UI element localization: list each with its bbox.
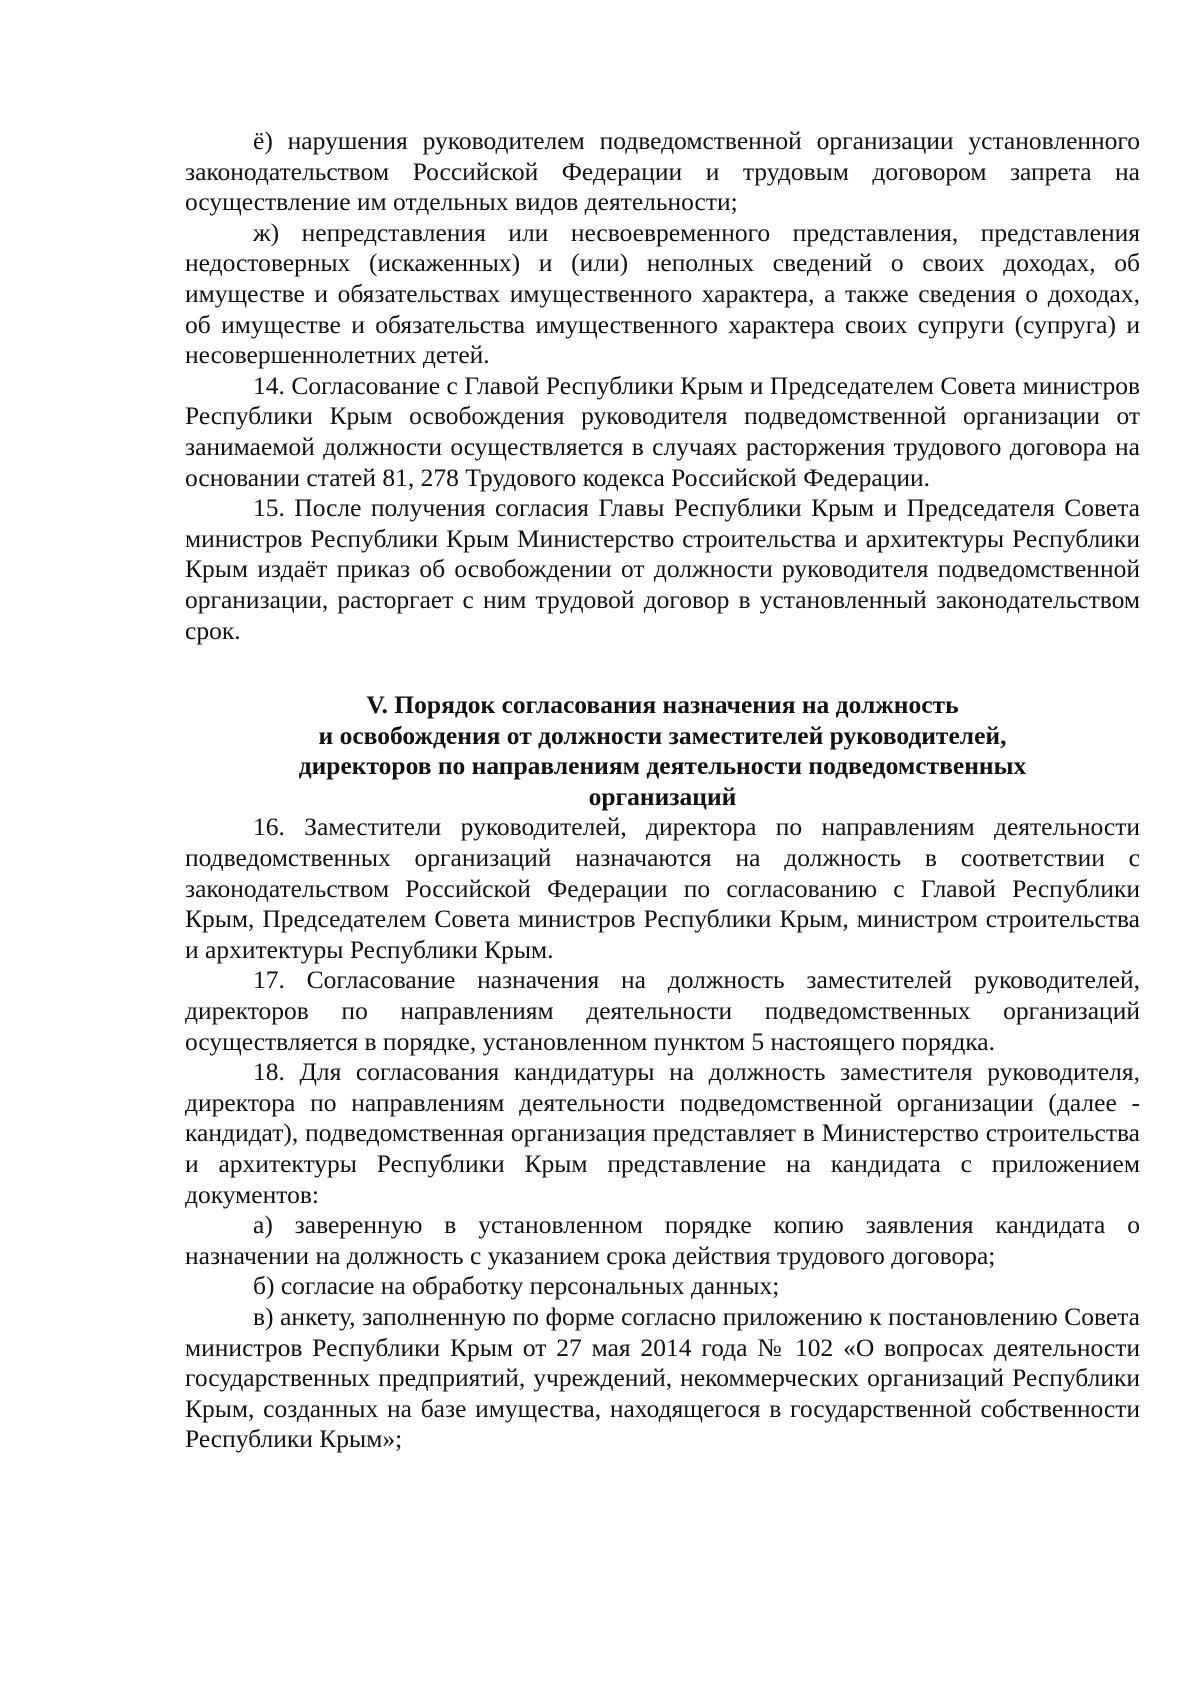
paragraph-18-item-v: в) анкету, заполненную по форме согласно приложению к постановлению Совета министров Республики Крым от 27 мая 2014 года № 102 «О вопросах деятельности государственных предприятий, учреждений, некоммерческих организаций Республики Крым, созданных на базе имущества, находящегося в государственной собственности Республики Крым»; xyxy=(185,1301,1140,1454)
paragraph-18: 18. Для согласования кандидатуры на должность заместителя руководителя, директора по направлениям деятельности подведомственной организации (далее - кандидат), подведомственная организация представляет в Министерство строительства и архитектуры Республики Крым представление на кандидата с приложением документов: xyxy=(185,1057,1140,1209)
paragraph-18-item-a: а) заверенную в установленном порядке копию заявления кандидата о назначении на должность с указанием срока действия трудового договора; xyxy=(185,1210,1140,1270)
paragraph-15: 15. После получения согласия Главы Республики Крым и Председателя Совета министров Республики Крым Министерство строительства и архитектуры Республики Крым издаёт приказ об освобождении от должности руководителя подведомственной организации, расторгает с ним трудовой договор в установленный законодательством срок. xyxy=(185,493,1140,645)
section-title-line-1: V. Порядок согласования назначения на должность xyxy=(366,690,959,720)
section-title xyxy=(185,690,1140,812)
paragraph-16: 16. Заместители руководителей, директора по направлениям деятельности подведомственных организаций назначаются на должность в соответствии с законодательством Российской Федерации по согласованию с Главой Республики Крым, Председателем Совета министров Республики Крым, министром строительства и архитектуры Республики Крым. xyxy=(185,812,1140,964)
section-title-line-3: директоров по направлениям деятельности подведомственных xyxy=(298,751,1027,781)
paragraph-18-item-b: б) согласие на обработку персональных данных; xyxy=(253,1271,780,1301)
paragraph-14: 14. Согласование с Главой Республики Крым и Председателем Совета министров Республики Крым освобождения руководителя подведомственной организации от занимаемой должности осуществляется в случаях расторжения трудового договора на основании статей 81, 278 Трудового кодекса Российской Федерации. xyxy=(185,370,1140,492)
paragraph-item-yo: ё) нарушения руководителем подведомственной организации установленного законодательством Российской Федерации и трудовым договором запрета на осуществление им отдельных видов деятельности; xyxy=(185,126,1140,217)
section-title-line-4: организаций xyxy=(588,781,737,811)
document-page xyxy=(185,126,1140,1455)
section-title-line-2: и освобождения от должности заместителей руководителей, xyxy=(318,720,1007,750)
paragraph-item-zh: ж) непредставления или несвоевременного представления, представления недостоверных (искаженных) и (или) неполных сведений о своих доходах, об имуществе и обязательствах имущественного характера, а также сведения о доходах, об имуществе и обязательства имущественного характера своих супруги (супруга) и несовершеннолетних детей. xyxy=(185,217,1140,370)
paragraph-17: 17. Согласование назначения на должность заместителей руководителей, директоров по направлениям деятельности подведомственных организаций осуществляется в порядке, установленном пунктом 5 настоящего порядка. xyxy=(185,965,1140,1056)
